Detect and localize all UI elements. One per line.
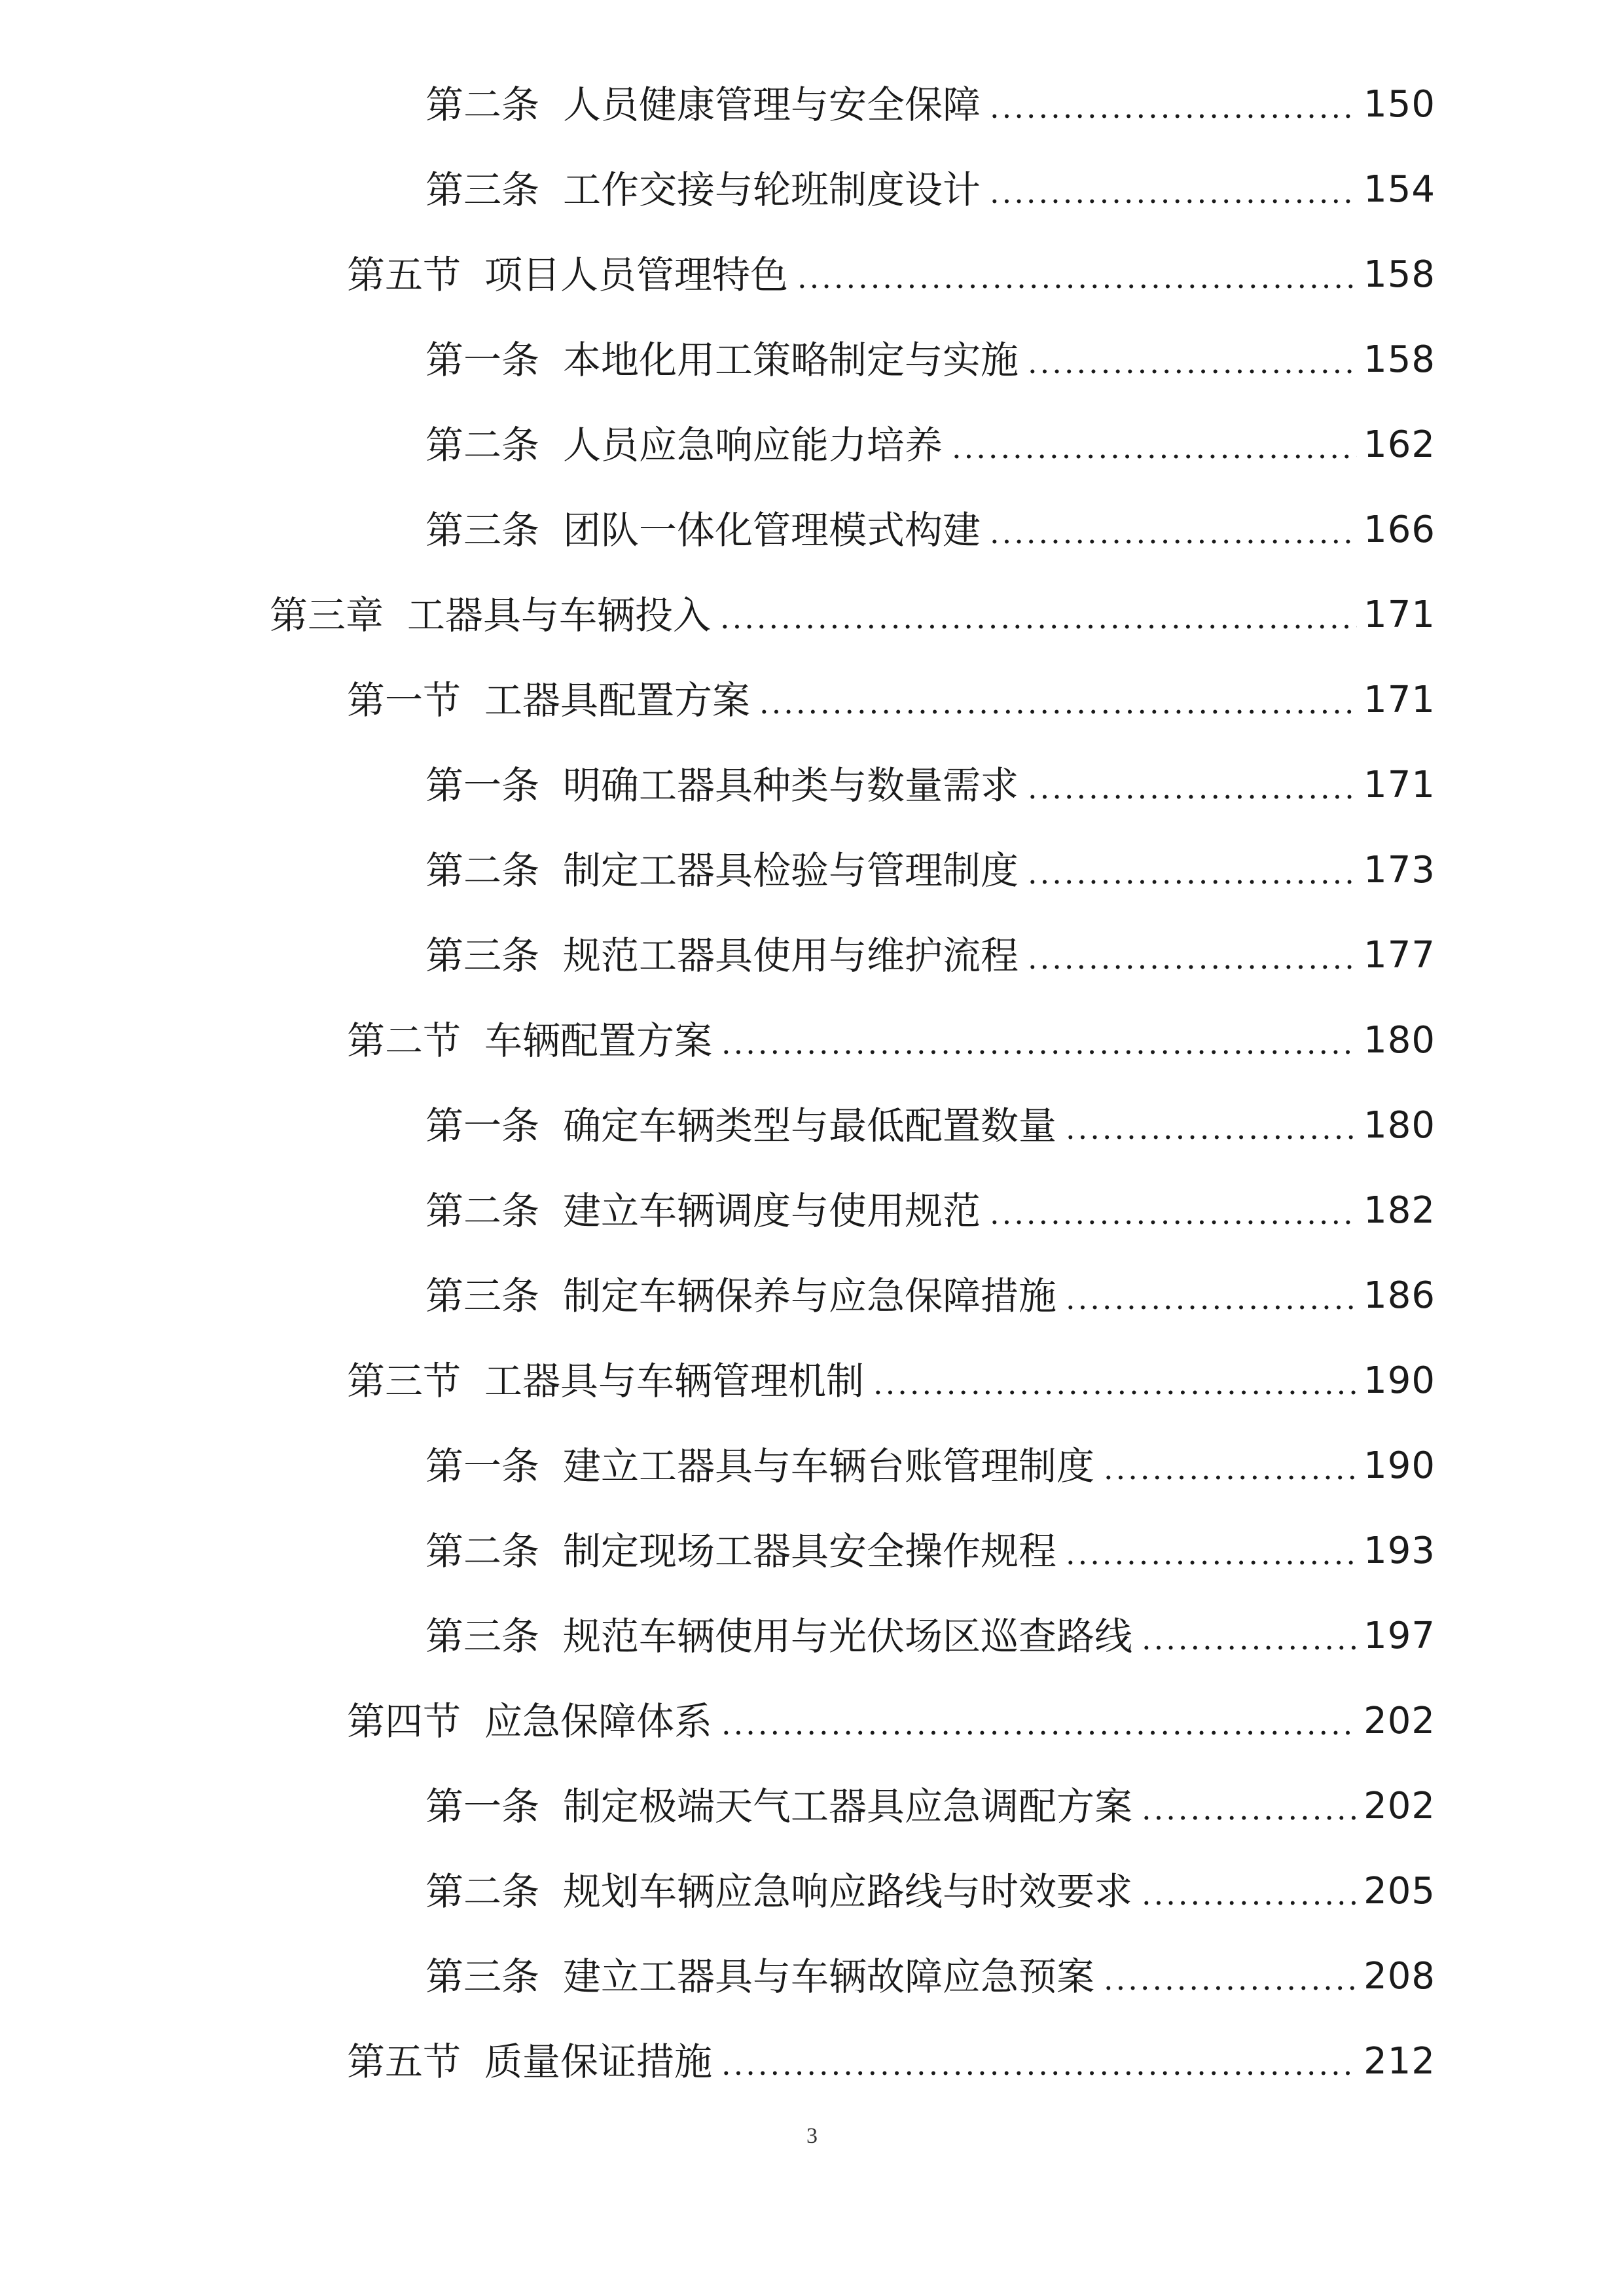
toc-entry[interactable]	[0, 2019, 1624, 2104]
toc-entry[interactable]	[0, 1338, 1624, 1424]
toc-dot-leader	[1028, 344, 1357, 382]
toc-dot-leader	[1066, 1109, 1357, 1147]
toc-entry[interactable]	[0, 1509, 1624, 1594]
toc-entry-page: 158	[1363, 253, 1435, 296]
toc-entry-title: 人员应急响应能力培养	[563, 423, 943, 467]
toc-dot-leader	[1028, 939, 1357, 977]
toc-entry-title: 工器具配置方案	[484, 678, 751, 723]
toc-entry-title: 制定现场工器具安全操作规程	[563, 1529, 1057, 1573]
toc-dot-leader	[990, 88, 1357, 126]
toc-entry-number: 第一条	[425, 1784, 540, 1829]
toc-entry-number: 第二节	[347, 1018, 461, 1063]
toc-entry-title: 规范车辆使用与光伏场区巡查路线	[563, 1614, 1133, 1659]
toc-entry-page: 182	[1363, 1189, 1435, 1232]
toc-entry-title: 建立工器具与车辆台账管理制度	[563, 1444, 1095, 1488]
toc-entry-number: 第一条	[425, 763, 540, 808]
toc-entry-title: 质量保证措施	[484, 2039, 713, 2084]
toc-entry[interactable]	[0, 828, 1624, 913]
toc-dot-leader	[720, 599, 1357, 637]
toc-dot-leader	[797, 259, 1357, 296]
toc-entry[interactable]	[0, 1934, 1624, 2019]
toc-dot-leader	[721, 2045, 1357, 2083]
toc-entry-number: 第四节	[347, 1699, 461, 1744]
toc-entry-page: 154	[1363, 168, 1435, 211]
toc-entry-page: 197	[1363, 1615, 1435, 1657]
toc-entry[interactable]	[0, 998, 1624, 1083]
toc-entry-number: 第二条	[425, 1869, 540, 1914]
toc-dot-leader	[721, 1024, 1357, 1062]
toc-entry-page: 166	[1363, 509, 1435, 551]
toc-entry[interactable]	[0, 743, 1624, 828]
toc-entry-page: 180	[1363, 1019, 1435, 1062]
toc-entry-title: 本地化用工策略制定与实施	[563, 338, 1019, 382]
toc-entry-title: 工作交接与轮班制度设计	[563, 168, 981, 212]
toc-entry[interactable]	[0, 1168, 1624, 1253]
toc-entry[interactable]	[0, 1083, 1624, 1168]
toc-entry-number: 第五节	[347, 2039, 461, 2084]
toc-entry-page: 208	[1363, 1955, 1435, 1998]
toc-dot-leader	[721, 1705, 1357, 1743]
toc-entry[interactable]	[0, 658, 1624, 743]
toc-entry-number: 第二条	[425, 1189, 540, 1233]
toc-entry[interactable]	[0, 1764, 1624, 1849]
table-of-contents	[0, 62, 1624, 2104]
toc-dot-leader	[1142, 1875, 1357, 1913]
toc-entry-title: 人员健康管理与安全保障	[563, 82, 981, 127]
toc-entry-title: 建立工器具与车辆故障应急预案	[563, 1954, 1095, 1999]
toc-entry[interactable]	[0, 1424, 1624, 1509]
toc-entry-title: 应急保障体系	[484, 1699, 713, 1744]
toc-entry-number: 第一节	[347, 678, 461, 723]
toc-entry-title: 制定工器具检验与管理制度	[563, 848, 1019, 893]
toc-entry-number: 第三节	[347, 1359, 461, 1403]
toc-entry[interactable]	[0, 317, 1624, 403]
toc-entry-page: 190	[1363, 1359, 1435, 1402]
toc-entry-number: 第一条	[425, 1444, 540, 1488]
toc-dot-leader	[1028, 769, 1357, 807]
toc-entry[interactable]	[0, 573, 1624, 658]
toc-entry-title: 明确工器具种类与数量需求	[563, 763, 1019, 808]
toc-entry-title: 团队一体化管理模式构建	[563, 508, 981, 552]
toc-entry[interactable]	[0, 913, 1624, 998]
toc-entry-number: 第三条	[425, 1274, 540, 1318]
toc-entry-page: 202	[1363, 1785, 1435, 1827]
toc-dot-leader	[990, 514, 1357, 552]
toc-entry-number: 第一条	[425, 1103, 540, 1148]
toc-entry-number: 第三条	[425, 508, 540, 552]
toc-entry-title: 工器具与车辆投入	[407, 593, 712, 637]
toc-entry-page: 177	[1363, 934, 1435, 977]
toc-entry-page: 171	[1363, 679, 1435, 721]
toc-entry[interactable]	[0, 147, 1624, 232]
toc-entry-page: 171	[1363, 594, 1435, 636]
toc-entry[interactable]	[0, 1253, 1624, 1338]
toc-entry[interactable]	[0, 1679, 1624, 1764]
toc-entry-number: 第二条	[425, 1529, 540, 1573]
toc-dot-leader	[990, 173, 1357, 211]
toc-dot-leader	[1142, 1790, 1357, 1828]
toc-entry-page: 186	[1363, 1274, 1435, 1317]
toc-dot-leader	[1066, 1280, 1357, 1318]
toc-entry-title: 制定极端天气工器具应急调配方案	[563, 1784, 1133, 1829]
toc-entry[interactable]	[0, 488, 1624, 573]
toc-entry-title: 项目人员管理特色	[484, 253, 789, 297]
toc-entry-title: 确定车辆类型与最低配置数量	[563, 1103, 1057, 1148]
toc-entry-number: 第二条	[425, 848, 540, 893]
toc-entry-page: 150	[1363, 83, 1435, 126]
toc-dot-leader	[1104, 1450, 1357, 1488]
toc-dot-leader	[1104, 1960, 1357, 1998]
toc-entry-title: 车辆配置方案	[484, 1018, 713, 1063]
toc-entry-page: 173	[1363, 849, 1435, 891]
toc-dot-leader	[1066, 1535, 1357, 1573]
toc-entry-number: 第三条	[425, 1954, 540, 1999]
toc-dot-leader	[952, 429, 1357, 467]
toc-entry-page: 180	[1363, 1104, 1435, 1147]
toc-entry-number: 第三条	[425, 168, 540, 212]
toc-entry-title: 工器具与车辆管理机制	[484, 1359, 865, 1403]
toc-entry-number: 第二条	[425, 82, 540, 127]
toc-entry-page: 190	[1363, 1444, 1435, 1487]
toc-entry-number: 第三条	[425, 933, 540, 978]
page-number: 3	[806, 2124, 818, 2148]
toc-entry-page: 158	[1363, 338, 1435, 381]
toc-entry-number: 第三章	[270, 593, 384, 637]
toc-entry-number: 第二条	[425, 423, 540, 467]
toc-entry-title: 制定车辆保养与应急保障措施	[563, 1274, 1057, 1318]
toc-dot-leader	[1028, 854, 1357, 892]
toc-entry[interactable]	[0, 403, 1624, 488]
toc-entry-page: 171	[1363, 764, 1435, 806]
toc-entry-number: 第五节	[347, 253, 461, 297]
toc-entry[interactable]	[0, 1849, 1624, 1934]
toc-entry-number: 第一条	[425, 338, 540, 382]
toc-dot-leader	[759, 684, 1357, 722]
toc-entry-title: 建立车辆调度与使用规范	[563, 1189, 981, 1233]
toc-entry-title: 规划车辆应急响应路线与时效要求	[563, 1869, 1133, 1914]
toc-dot-leader	[1142, 1620, 1357, 1658]
toc-entry-number: 第三条	[425, 1614, 540, 1659]
toc-entry-page: 205	[1363, 1870, 1435, 1912]
toc-entry[interactable]	[0, 232, 1624, 317]
toc-entry-page: 202	[1363, 1700, 1435, 1742]
toc-dot-leader	[990, 1194, 1357, 1232]
toc-entry-page: 193	[1363, 1530, 1435, 1572]
toc-entry[interactable]	[0, 1594, 1624, 1679]
toc-entry-page: 212	[1363, 2040, 1435, 2083]
toc-entry-page: 162	[1363, 423, 1435, 466]
toc-entry-title: 规范工器具使用与维护流程	[563, 933, 1019, 978]
toc-dot-leader	[873, 1365, 1357, 1403]
toc-entry[interactable]	[0, 62, 1624, 147]
